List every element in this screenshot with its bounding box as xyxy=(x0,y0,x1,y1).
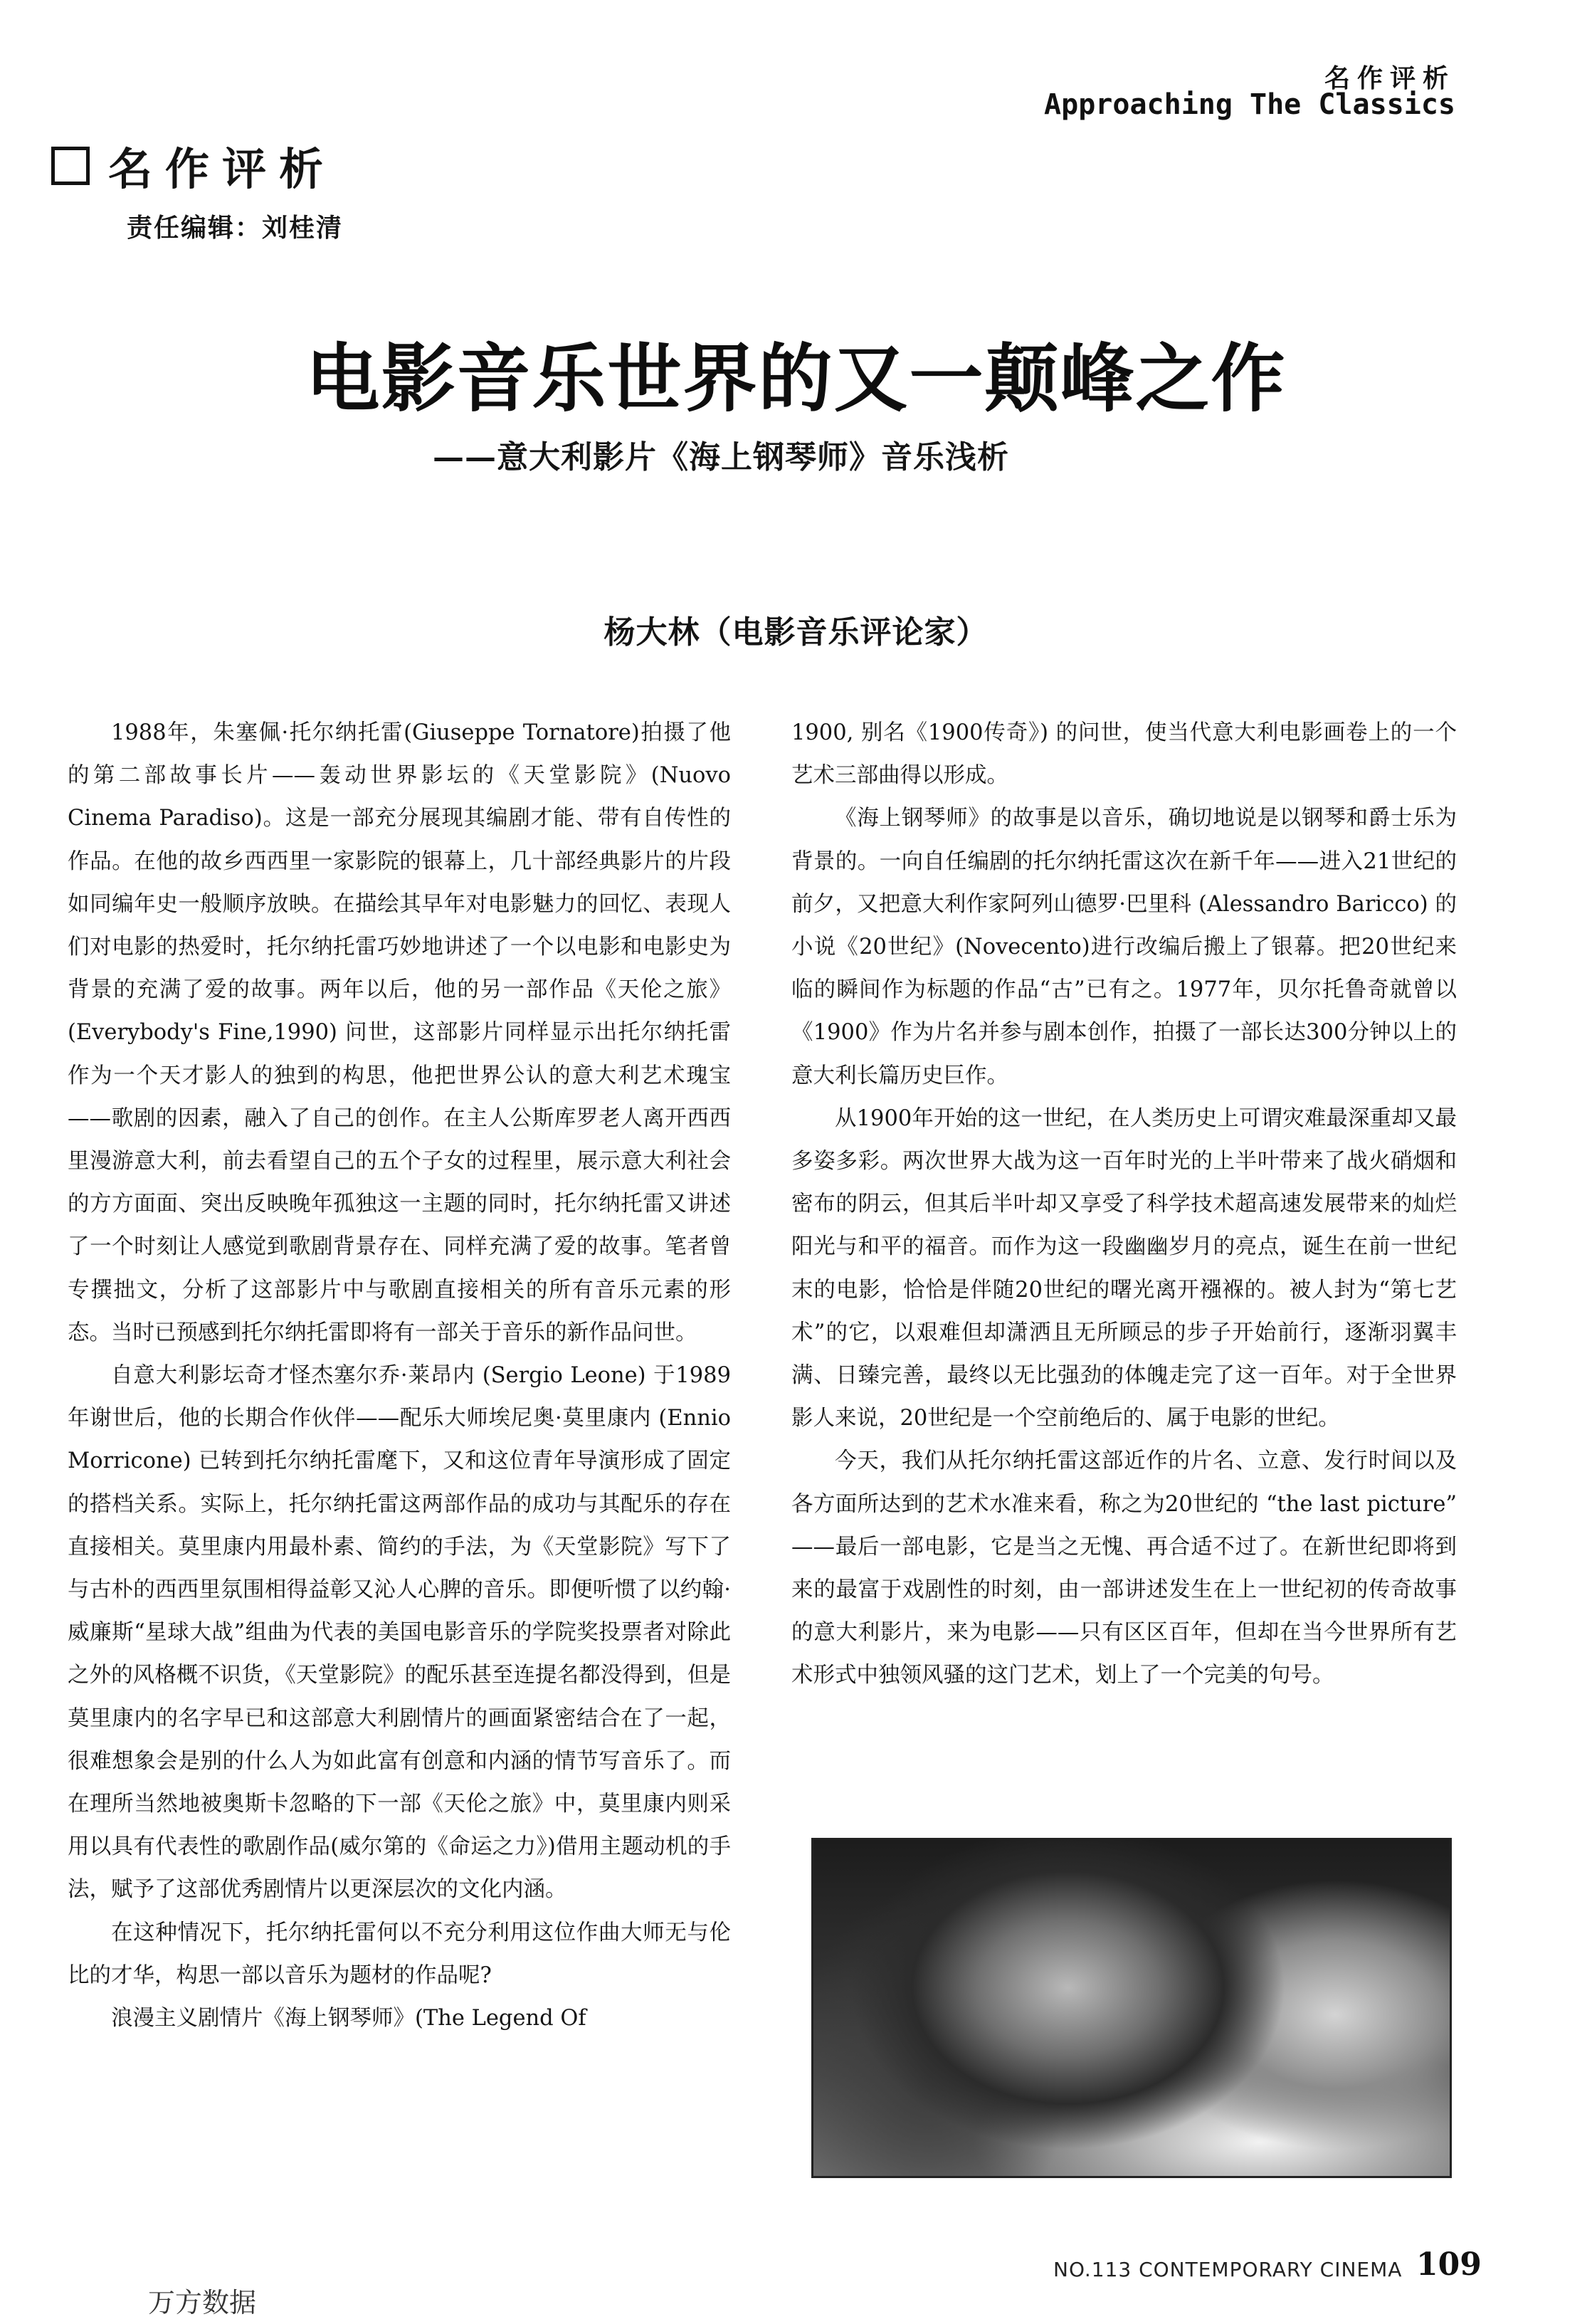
left-column xyxy=(68,712,731,2040)
article-author: 杨大林（电影音乐评论家） xyxy=(603,614,989,651)
page-number: 109 xyxy=(1416,2246,1482,2283)
film-still-photo xyxy=(811,1838,1452,2178)
editor-credit: 责任编辑：刘桂清 xyxy=(127,214,344,243)
paragraph: 在这种情况下，托尔纳托雷何以不充分利用这位作曲大师无与伦比的才华，构思一部以音乐为题材的作品呢? xyxy=(68,1920,731,1988)
square-icon xyxy=(51,147,90,185)
right-column xyxy=(791,712,1457,1698)
paragraph: 今天，我们从托尔纳托雷这部近作的片名、立意、发行时间以及各方面所达到的艺术水准来看，称之为20世纪的 “the last picture” ——最后一部电影，它是当之无愧、再合适不过了。在新世纪即将到来的最富于戏剧性的时刻，由一部讲述发生在上一世纪初的传奇故事的意大利影片，来为电影——只有区区百年，但却在当今世界所有艺术形式中独领风骚的这门艺术，划上了一个完美的句号。 xyxy=(791,1448,1457,1688)
paragraph: 1900, 别名《1900传奇》) 的问世，使当代意大利电影画卷上的一个艺术三部曲得以形成。 xyxy=(791,720,1457,789)
running-head-en: Approaching The Classics xyxy=(1044,88,1455,121)
journal-footer: NO.113 CONTEMPORARY CINEMA xyxy=(1053,2258,1403,2281)
section-label: 名作评析 xyxy=(108,143,337,195)
running-head-cn: 名作评析 xyxy=(1324,64,1455,93)
article-subtitle: ——意大利影片《海上钢琴师》音乐浅析 xyxy=(433,439,1009,475)
paragraph: 自意大利影坛奇才怪杰塞尔乔·莱昂内 (Sergio Leone) 于1989年谢世后，他的长期合作伙伴——配乐大师埃尼奥·莫里康内 (Ennio Morricone) 已转到托尔纳托雷麾下，又和这位青年导演形成了固定的搭档关系。实际上，托尔纳托雷这两部作品的成功与其配乐的存在直接相关。莫里康内用最朴素、简约的手法，为《天堂影院》写下了与古朴的西西里氛围相得益彰又沁人心脾的音乐。即便听惯了以约翰·威廉斯“星球大战”组曲为代表的美国电影音乐的学院奖投票者对除此之外的风格概不识货，《天堂影院》的配乐甚至连提名都没得到，但是莫里康内的名字早已和这部意大利剧情片的画面紧密结合在了一起，很难想象会是别的什么人为如此富有创意和内涵的情节写音乐了。而在理所当然地被奥斯卡忽略的下一部《天伦之旅》中，莫里康内则采用以具有代表性的歌剧作品(威尔第的《命运之力》)借用主题动机的手法，赋予了这部优秀剧情片以更深层次的文化内涵。 xyxy=(68,1363,731,1903)
paragraph: 1988年，朱塞佩·托尔纳托雷(Giuseppe Tornatore)拍摄了他的第二部故事长片——轰动世界影坛的《天堂影院》(Nuovo Cinema Paradiso)。这是一部充分展现其编剧才能、带有自传性的作品。在他的故乡西西里一家影院的银幕上，几十部经典影片的片段如同编年史一般顺序放映。在描绘其早年对电影魅力的回忆、表现人们对电影的热爱时，托尔纳托雷巧妙地讲述了一个以电影和电影史为背景的充满了爱的故事。两年以后，他的另一部作品《天伦之旅》(Everybody's Fine,1990) 问世，这部影片同样显示出托尔纳托雷作为一个天才影人的独到的构思，他把世界公认的意大利艺术瑰宝——歌剧的因素，融入了自己的创作。在主人公斯库罗老人离开西西里漫游意大利，前去看望自己的五个子女的过程里，展示意大利社会的方方面面、突出反映晚年孤独这一主题的同时，托尔纳托雷又讲述了一个时刻让人感觉到歌剧背景存在、同样充满了爱的故事。笔者曾专撰拙文，分析了这部影片中与歌剧直接相关的所有音乐元素的形态。当时已预感到托尔纳托雷即将有一部关于音乐的新作品问世。 xyxy=(68,720,731,1345)
paragraph: 《海上钢琴师》的故事是以音乐，确切地说是以钢琴和爵士乐为背景的。一向自任编剧的托尔纳托雷这次在新千年——进入21世纪的前夕，又把意大利作家阿列山德罗·巴里科 (Alessandro Baricco) 的小说《20世纪》(Novecento)进行改编后搬上了银幕。把20世纪来临的瞬间作为标题的作品“古”已有之。1977年，贝尔托鲁奇就曾以《1900》作为片名并参与剧本创作，拍摄了一部长达300分钟以上的意大利长篇历史巨作。 xyxy=(791,806,1457,1088)
article-title: 电影音乐世界的又一颠峰之作 xyxy=(305,335,1287,422)
paragraph: 从1900年开始的这一世纪，在人类历史上可谓灾难最深重却又最多姿多彩。两次世界大战为这一百年时光的上半叶带来了战火硝烟和密布的阴云，但其后半叶却又享受了科学技术超高速发展带来的灿烂阳光与和平的福音。而作为这一段幽幽岁月的亮点，诞生在前一世纪末的电影，恰恰是伴随20世纪的曙光离开襁褓的。被人封为“第七艺术”的它，以艰难但却潇洒且无所顾忌的步子开始前行，逐渐羽翼丰满、日臻完善，最终以无比强劲的体魄走完了这一百年。对于全世界影人来说，20世纪是一个空前绝后的、属于电影的世纪。 xyxy=(791,1105,1457,1431)
paragraph: 浪漫主义剧情片《海上钢琴师》(The Legend Of xyxy=(111,2006,586,2031)
watermark-text: 万方数据 xyxy=(148,2287,257,2318)
section-header xyxy=(51,134,336,197)
